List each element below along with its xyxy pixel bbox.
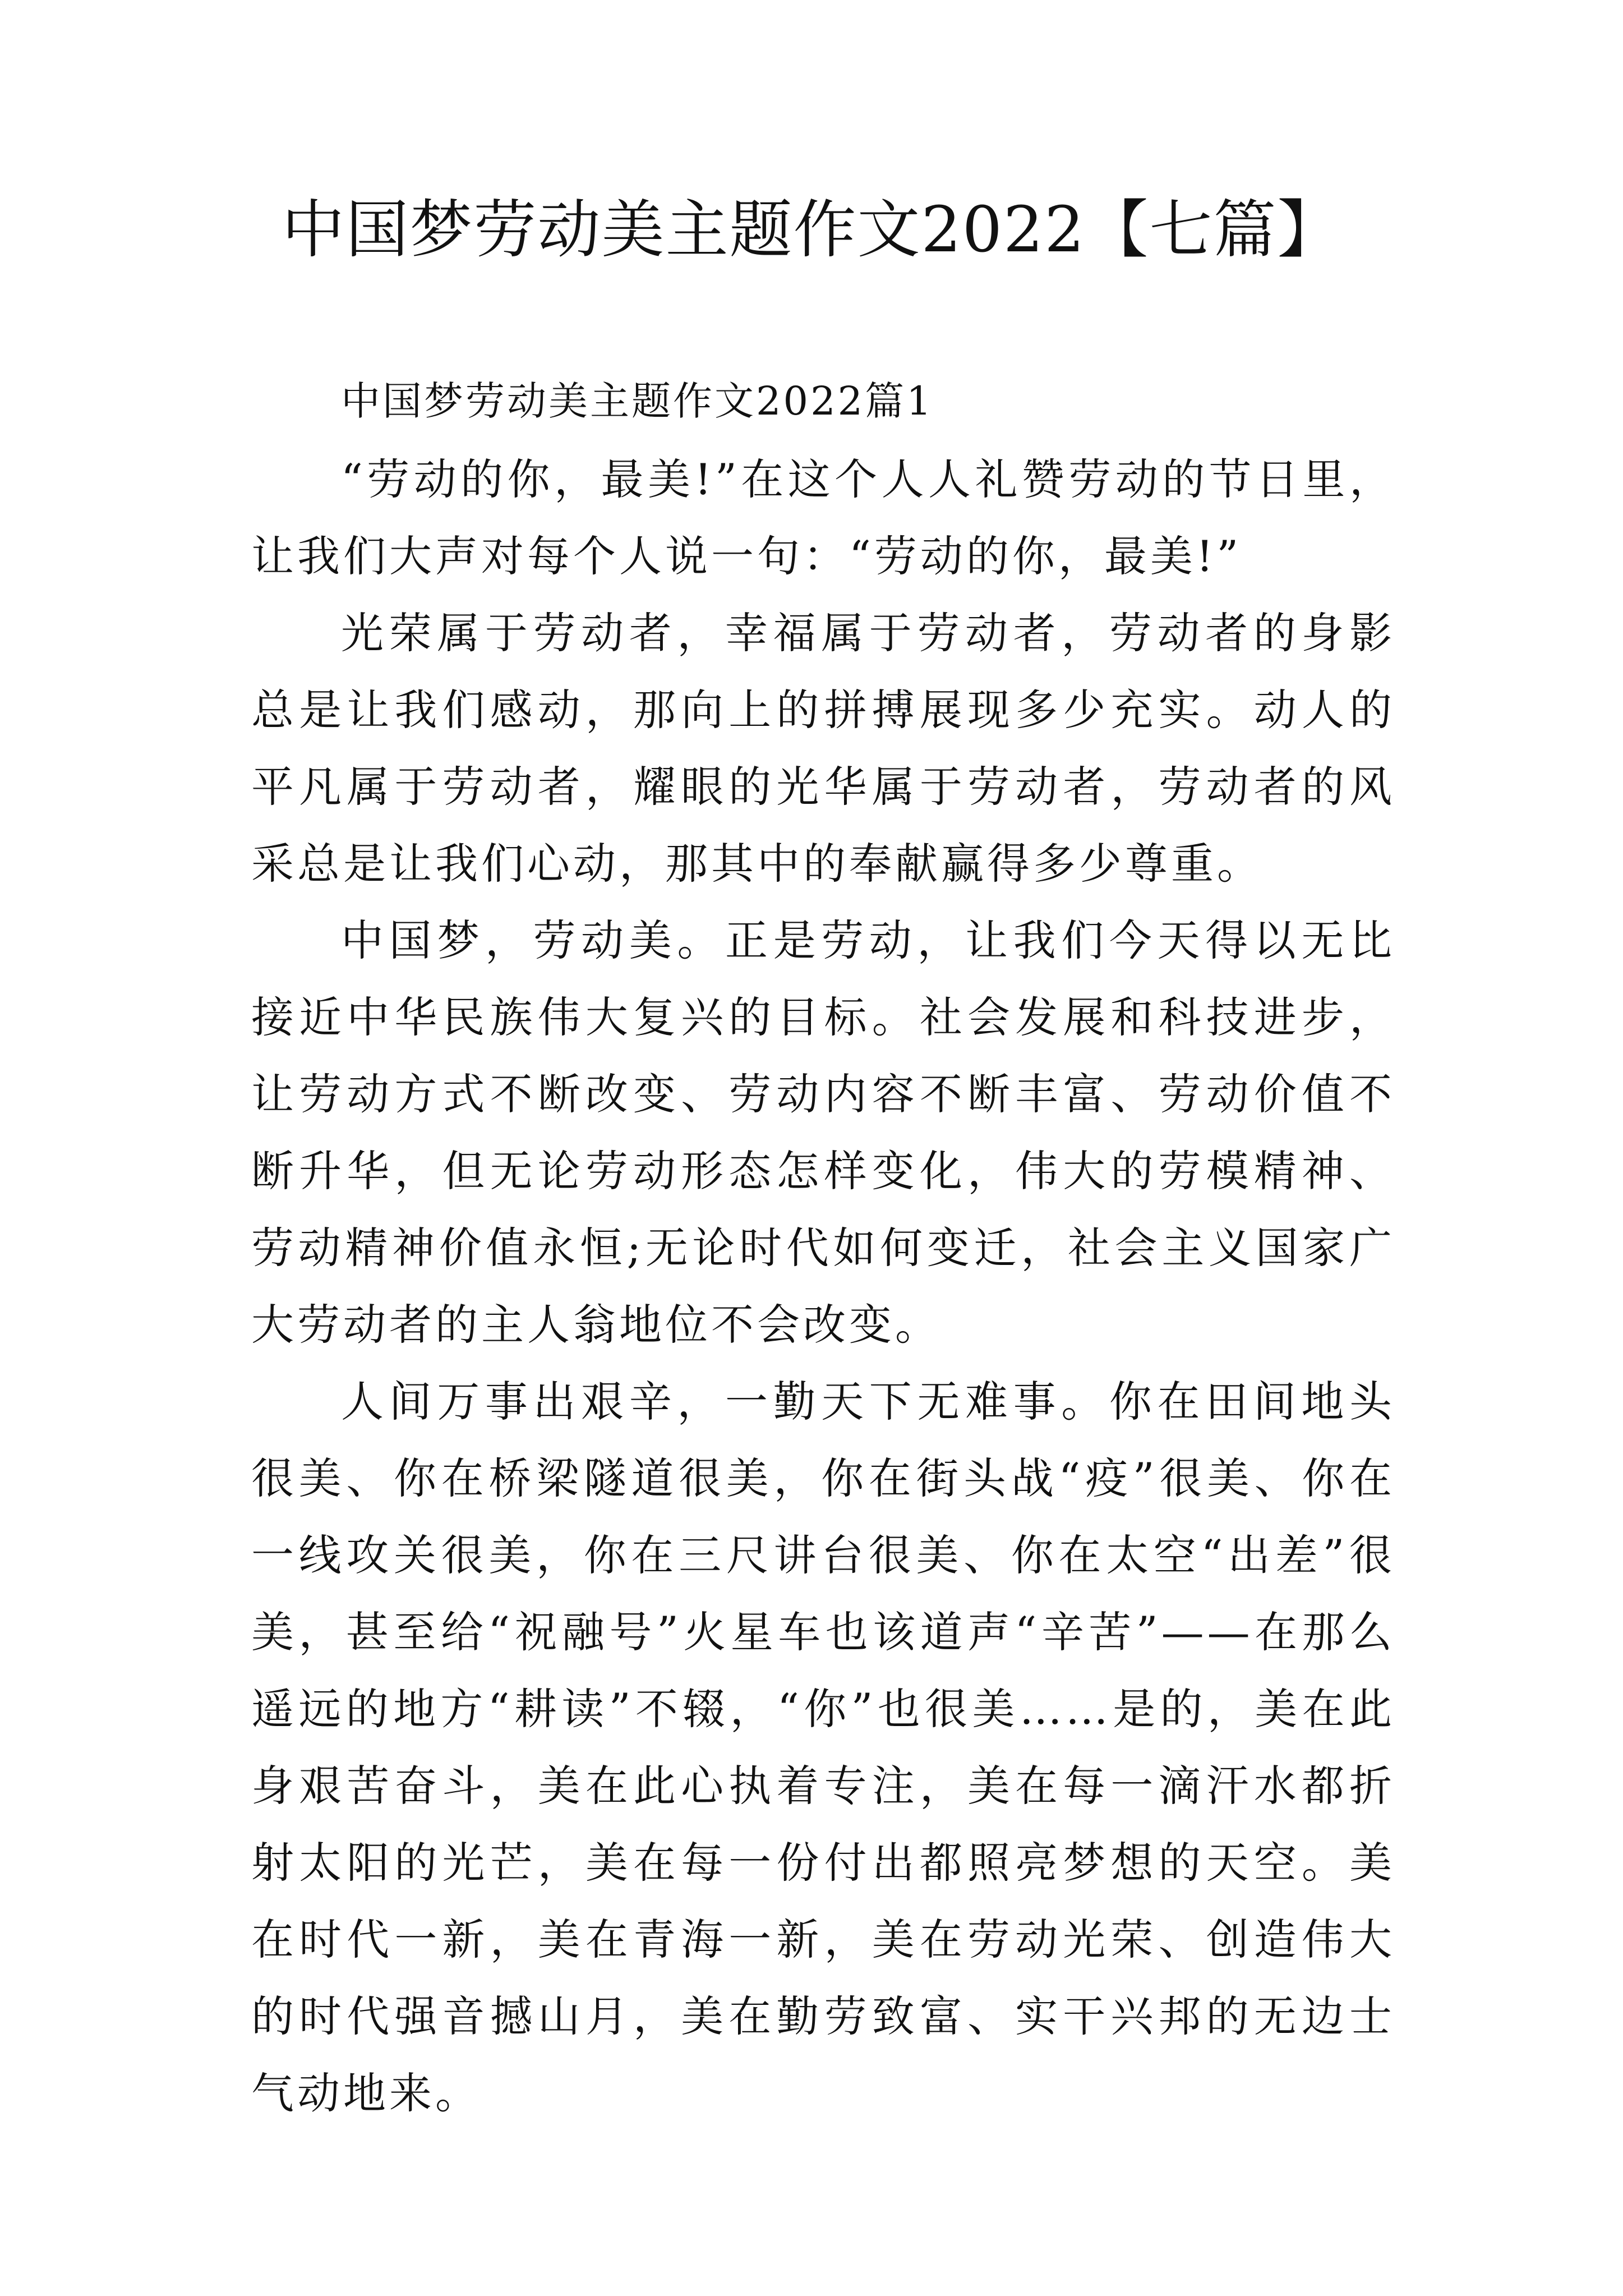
paragraph: 人间万事出艰辛，一勤天下无难事。你在田间地头很美、你在桥梁隧道很美，你在街头战“疫”很美、你在一线攻关很美，你在三尺讲台很美、你在太空“出差”很美，甚至给“祝融号”火星车也该道声“辛苦”——在那么遥远的地方“耕读”不辍，“你”也很美……是的，美在此身艰苦奋斗，美在此心执着专注，美在每一滴汗水都折射太阳的光芒，美在每一份付出都照亮梦想的天空。美在时代一新，美在青海一新，美在劳动光荣、创造伟大的时代强音撼山月，美在勤劳致富、实干兴邦的无边士气动地来。 bbox=[251, 1377, 1395, 2118]
paragraph: “劳动的你，最美!”在这个人人礼赞劳动的节日里，让我们大声对每个人说一句：“劳动的你，最美!” bbox=[251, 454, 1395, 581]
paragraph: 中国梦，劳动美。正是劳动，让我们今天得以无比接近中华民族伟大复兴的目标。社会发展和科技进步，让劳动方式不断改变、劳动内容不断丰富、劳动价值不断升华，但无论劳动形态怎样变化，伟大的劳模精神、劳动精神价值永恒;无论时代如何变迁，社会主义国家广大劳动者的主人翁地位不会改变。 bbox=[251, 915, 1395, 1350]
document-title: 中国梦劳动美主题作文2022【七篇】 bbox=[282, 194, 1341, 266]
paragraph: 光荣属于劳动者，幸福属于劳动者，劳动者的身影总是让我们感动，那向上的拼搏展现多少充实。动人的平凡属于劳动者，耀眼的光华属于劳动者，劳动者的风采总是让我们心动，那其中的奉献赢得多少尊重。 bbox=[251, 608, 1395, 889]
section-heading: 中国梦劳动美主题作文2022篇1 bbox=[341, 378, 934, 424]
document-body bbox=[251, 370, 1395, 2132]
